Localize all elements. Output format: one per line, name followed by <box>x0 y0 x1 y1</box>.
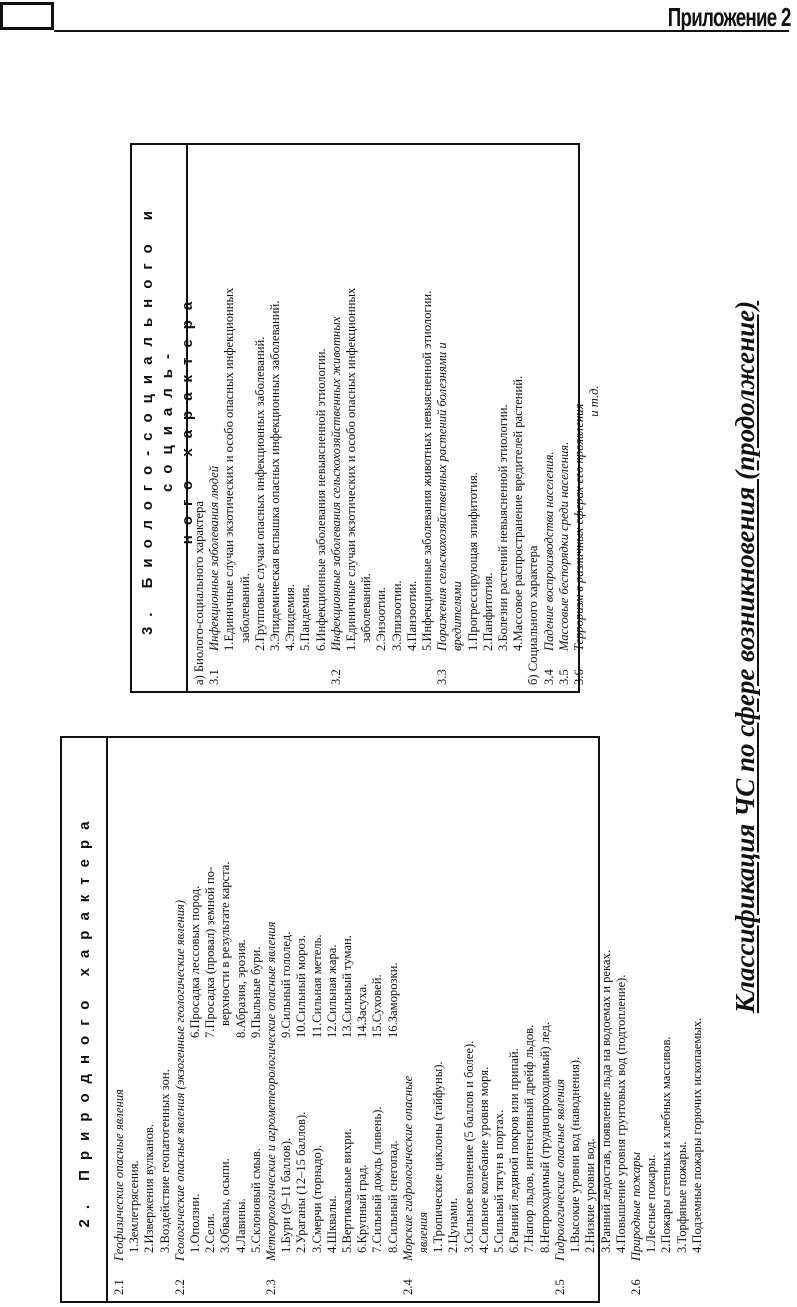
list-item: 1.Бури (9–11 баллов). <box>279 1137 294 1253</box>
bio-social-panel <box>130 143 602 693</box>
list-item: 2.Групповые случаи опасных инфекционных заболеваний. <box>252 336 267 651</box>
section-number: 3.2 <box>328 669 343 685</box>
list-item-continued: и т.д. <box>587 385 602 417</box>
list-item: 1.Высокие уровни вод (наводнения). <box>568 1056 583 1253</box>
list-item: 2.Пожары степных и хлебных массивов. <box>659 1036 674 1253</box>
bio-social-panel-body <box>188 145 602 691</box>
list-item: 1.Лесные пожары. <box>644 1154 659 1253</box>
list-item: 2.Цунами. <box>446 1197 461 1253</box>
list-item: 3.Болезни растений невыясненной этиологии. <box>496 404 511 651</box>
section-number: 2.1 <box>112 1279 126 1295</box>
section-3-2 <box>329 151 435 685</box>
list-item: 4.Подземные пожары горючих ископаемых. <box>689 1017 704 1253</box>
section-heading: Инфекционные заболевания сельскохозяйственных животных <box>328 316 343 651</box>
list-item: 10.Сильный мороз. <box>294 935 309 1038</box>
title-line-1: 3. Биолого-социального и социаль- <box>139 200 176 636</box>
section-heading: Морские гидрологические опасные <box>400 1075 415 1261</box>
list-item: 8.Сильный снегопад. <box>385 1140 400 1253</box>
list-item: 1.Оползни. <box>188 1193 203 1253</box>
list-item: 1.Прогрессирующая эпифитотия. <box>465 472 480 651</box>
list-item: Терроризм в различных сферах его проявления <box>572 403 587 651</box>
section-2-6 <box>629 744 705 1295</box>
section-2-1 <box>112 744 173 1295</box>
section-3-1 <box>207 151 329 685</box>
list-item: 11.Сильная метель. <box>309 934 324 1038</box>
section-3-4 <box>542 151 557 685</box>
figure-caption: Классификация ЧС по сфере возникновения (продолжение) <box>730 300 760 1014</box>
list-item: 4.Шквалы. <box>324 1195 339 1253</box>
list-item: 5.Склоновый смыв. <box>248 1148 263 1253</box>
section-number: 3.1 <box>207 669 222 685</box>
section-number: 3.5 <box>556 669 571 685</box>
nature-panel-body <box>108 738 705 1301</box>
group-heading-a: а) Биолого-социального характера <box>192 501 206 685</box>
section-number: 2.2 <box>172 1279 187 1295</box>
section-number: 2.4 <box>400 1279 415 1295</box>
list-item: заболеваний. <box>359 573 374 643</box>
group-heading-b: б) Социального характера <box>526 545 541 685</box>
list-item: Падение воспроизводства населения. <box>541 451 556 651</box>
section-heading: Природные пожары <box>628 1152 643 1261</box>
list-item: заболеваний. <box>237 573 252 643</box>
section-heading: Гидрологические опасные явления <box>552 1078 567 1261</box>
list-item: 5.Пандемия. <box>298 584 313 651</box>
section-2-3 <box>264 744 401 1295</box>
list-item: 3.Обвалы, осыпи. <box>218 1158 233 1253</box>
list-item: 2.Панфитотия. <box>480 572 495 651</box>
list-item: 3.Смерчи (торнадо). <box>309 1144 324 1253</box>
section-heading: Поражения сельскохозяйственных растений болезнями и <box>435 342 450 651</box>
list-item: 7.Сильный дождь (ливень). <box>370 1106 385 1253</box>
section-3-5 <box>557 151 572 685</box>
list-item: 13.Сильный туман. <box>340 935 355 1038</box>
list-item: 2.Сели. <box>203 1213 218 1253</box>
list-item: 12.Сильная жара. <box>324 944 339 1038</box>
list-item: 4.Лавины. <box>233 1198 248 1253</box>
list-item: 2.Ураганы (12–15 баллов). <box>294 1111 309 1253</box>
section-heading: Геологические опасные явления (экзогенные геологические явления) <box>172 899 187 1261</box>
nature-panel <box>60 736 704 1303</box>
list-item: 4.Массовое распространение вредителей растений. <box>511 375 526 651</box>
list-item: 9.Сильный гололед. <box>279 931 294 1038</box>
section-heading-continued: явления <box>416 1211 431 1253</box>
list-item: 4.Повышение уровня грунтовых вод (подтопление). <box>613 974 628 1253</box>
list-item: 3.Эпидемическая вспышка опасных инфекционных заболеваний. <box>268 300 283 651</box>
list-item: 16.Заморозки. <box>385 962 400 1038</box>
list-item: 8.Абразия, эрозия. <box>233 939 248 1038</box>
list-item: 3.Ранний ледостав, появление льда на водоемах и реках. <box>598 950 613 1253</box>
list-item: 3.Эпизоотии. <box>389 580 404 651</box>
section-2-2 <box>173 744 264 1295</box>
list-item: 7.Напор льдов, интенсивный дрейф льдов. <box>522 1024 537 1253</box>
section-number: 2.5 <box>552 1279 567 1295</box>
list-item: 3.Сильное волнение (5 баллов и более). <box>461 1040 476 1253</box>
list-item: 6.Ранний ледяной покров или припай. <box>507 1048 522 1253</box>
list-item: 2.Энзоотии. <box>374 587 389 651</box>
appendix-label: Приложение 2 <box>668 2 791 32</box>
section-heading: Геофизические опасные явления <box>112 1088 126 1261</box>
list-item: 4.Панзоотии. <box>404 580 419 651</box>
list-item: 6.Инфекционные заболевания невыясненной этиологии. <box>313 348 328 651</box>
section-number: 3.4 <box>541 669 556 685</box>
section-2-5 <box>553 744 629 1295</box>
list-item: 2.Низкие уровни вод. <box>583 1138 598 1253</box>
section-number: 2.3 <box>264 1279 279 1295</box>
list-item: 1.Единичные случаи экзотических и особо опасных инфекционных <box>222 287 237 651</box>
list-item: 8.Непроходимый (труднопроходимый) лед. <box>537 1022 552 1253</box>
section-heading-continued: вредителями <box>450 581 465 651</box>
section-number: 2.6 <box>628 1279 643 1295</box>
list-item: 6.Просадка лессовых пород. <box>188 885 203 1038</box>
list-item: 1.Тропические циклоны (тайфуны). <box>431 1061 446 1253</box>
list-item: 15.Суховей. <box>370 974 385 1038</box>
list-item: 7.Просадка (провал) земной по- <box>203 866 218 1038</box>
list-item: 1.Землетрясения. <box>127 1160 142 1253</box>
list-item: 5.Сильный тягун в портах. <box>492 1109 507 1253</box>
list-item: 3.Воздействие геопатогенных зон. <box>157 1069 172 1253</box>
section-number: 3.3 <box>435 669 450 685</box>
section-number: 3.6 <box>572 669 587 685</box>
section-3-3 <box>435 151 526 685</box>
list-item: верхности в результате карста. <box>218 861 233 1026</box>
list-item: 3.Торфяные пожары. <box>674 1141 689 1253</box>
list-item: Массовые беспорядки среди населения. <box>556 441 571 651</box>
list-item: 6.Крупный град. <box>355 1164 370 1253</box>
title-line-2: ного характера <box>179 291 196 545</box>
section-3-6 <box>572 151 602 685</box>
list-item: 4.Эпидемия. <box>283 584 298 651</box>
section-heading: Метеорологические и агрометеорологические опасные явления <box>264 921 279 1261</box>
list-item: 5.Вертикальные вихри. <box>340 1128 355 1253</box>
list-item: 5.Инфекционные заболевания животных невыясненной этиологии. <box>420 290 435 651</box>
list-item: 9.Пыльные бури. <box>248 946 263 1038</box>
list-item: 4.Сильное колебание уровня моря. <box>476 1066 491 1253</box>
section-heading: Инфекционные заболевания людей <box>207 465 222 651</box>
list-item: 2.Извержения вулканов. <box>142 1123 157 1253</box>
bio-social-panel-title <box>132 145 196 691</box>
list-item: 1.Единичные случаи экзотических и особо опасных инфекционных <box>344 287 359 651</box>
section-2-4 <box>401 744 553 1295</box>
list-item: 14.Засуха. <box>355 983 370 1038</box>
nature-panel-title: 2. Природного характера <box>62 738 108 1301</box>
